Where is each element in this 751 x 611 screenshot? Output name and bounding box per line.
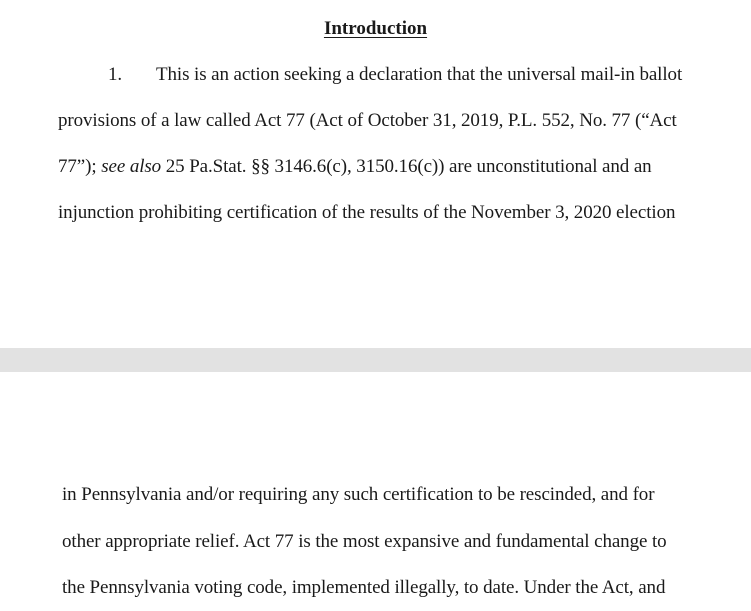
paragraph-line-3	[58, 155, 652, 179]
citation-signal: see also	[101, 156, 162, 177]
paragraph-line-5: in Pennsylvania and/or requiring any such certification to be rescinded, and for	[62, 484, 655, 505]
section-heading: Introduction	[323, 18, 428, 39]
paragraph-line-4: injunction prohibiting certification of the results of the November 3, 2020 election	[58, 202, 676, 223]
line-text-start: 77”);	[58, 156, 102, 177]
paragraph-line-7: the Pennsylvania voting code, implemented illegally, to date. Under the Act, and	[62, 577, 666, 598]
page-separator	[0, 348, 751, 372]
page-two	[0, 372, 751, 611]
line-text-end: 25 Pa.Stat. §§ 3146.6(c), 3150.16(c)) are unconstitutional and an	[161, 156, 652, 177]
paragraph-line-2: provisions of a law called Act 77 (Act of October 31, 2019, P.L. 552, No. 77 (“Act	[58, 110, 677, 131]
paragraph-line-1	[108, 63, 682, 87]
paragraph-number: 1.	[108, 64, 123, 85]
paragraph-text: This is an action seeking a declaration that the universal mail-in ballot	[156, 64, 683, 85]
paragraph-line-6: other appropriate relief. Act 77 is the most expansive and fundamental change to	[62, 531, 667, 552]
